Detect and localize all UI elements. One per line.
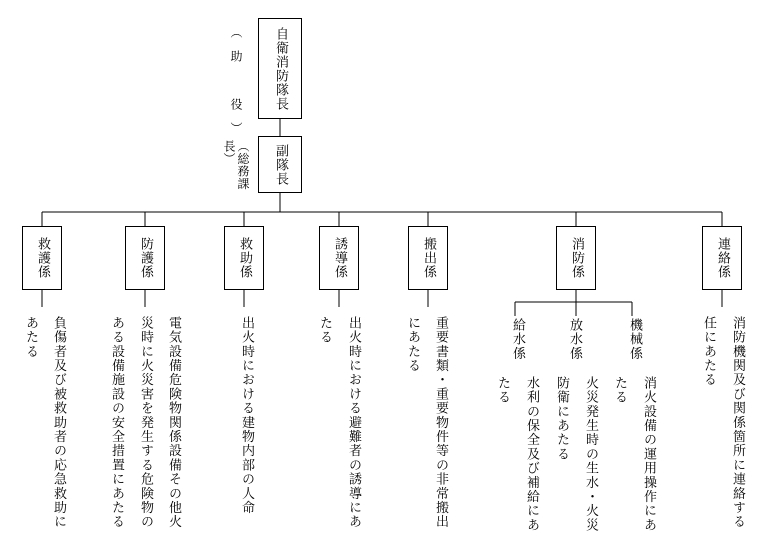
section-label: 搬出係 <box>421 237 436 279</box>
fire-subunit-kikai: 機械係 <box>627 318 642 361</box>
duty-renraku-1: 消防機関及び関係箇所に連絡する <box>730 316 745 529</box>
duty-kyugo-1: 負傷者及び被救助者の応急救助に <box>51 316 66 529</box>
section-box-kyugo <box>22 226 62 290</box>
fire-subunit-hosui: 放水係 <box>567 318 582 361</box>
duty-kyusui-1: 水利の保全及び補給にあ <box>524 376 539 533</box>
section-box-renraku <box>702 226 742 290</box>
section-box-shobo <box>556 226 596 290</box>
section-label: 防護係 <box>138 237 153 279</box>
duty-bogo-1: 電気設備危険物関係設備その他火 <box>166 316 181 529</box>
duty-kyujo-1: 出火時における建物内部の人命 <box>239 316 254 515</box>
duty-kikai-2: たる <box>612 376 627 405</box>
fire-subunit-kyusui: 給水係 <box>510 318 525 361</box>
section-box-bogo <box>125 226 165 290</box>
duty-hanshutsu-2: にあたる <box>405 316 420 373</box>
section-label: 誘導係 <box>332 237 347 279</box>
section-box-kyujo <box>224 226 264 290</box>
duty-kyusui-2: たる <box>495 376 510 405</box>
section-box-hanshutsu <box>408 226 448 290</box>
duty-renraku-2: 任にあたる <box>701 316 716 387</box>
duty-yudo-2: たる <box>317 316 332 345</box>
chief-label: 自衛消防隊長 <box>273 26 288 111</box>
section-label: 救助係 <box>237 237 252 279</box>
vice-note: （総務課長） <box>222 140 250 190</box>
vice-label: 副隊長 <box>273 143 288 186</box>
duty-bogo-2: 災時に火災害を発生する危険物の <box>138 316 153 529</box>
duty-bogo-3: ある設備施設の安全措置にあたる <box>109 316 124 529</box>
duty-hosui-2: 防衛にあたる <box>554 376 569 462</box>
section-label: 救護係 <box>35 237 50 279</box>
section-label: 連絡係 <box>715 237 730 279</box>
chief-box <box>258 18 302 119</box>
chief-note: （助 役） <box>229 26 243 146</box>
duty-yudo-1: 出火時における避難者の誘導にあ <box>346 316 361 529</box>
section-box-yudo <box>319 226 359 290</box>
duty-hosui-1: 火災発生時の生水・火災 <box>583 376 598 533</box>
section-label: 消防係 <box>569 237 584 279</box>
vice-box <box>258 136 302 193</box>
duty-hanshutsu-1: 重要書類・重要物件等の非常搬出 <box>433 316 448 529</box>
duty-kyugo-2: あたる <box>23 316 38 359</box>
duty-kikai-1: 消火設備の運用操作にあ <box>641 376 656 533</box>
